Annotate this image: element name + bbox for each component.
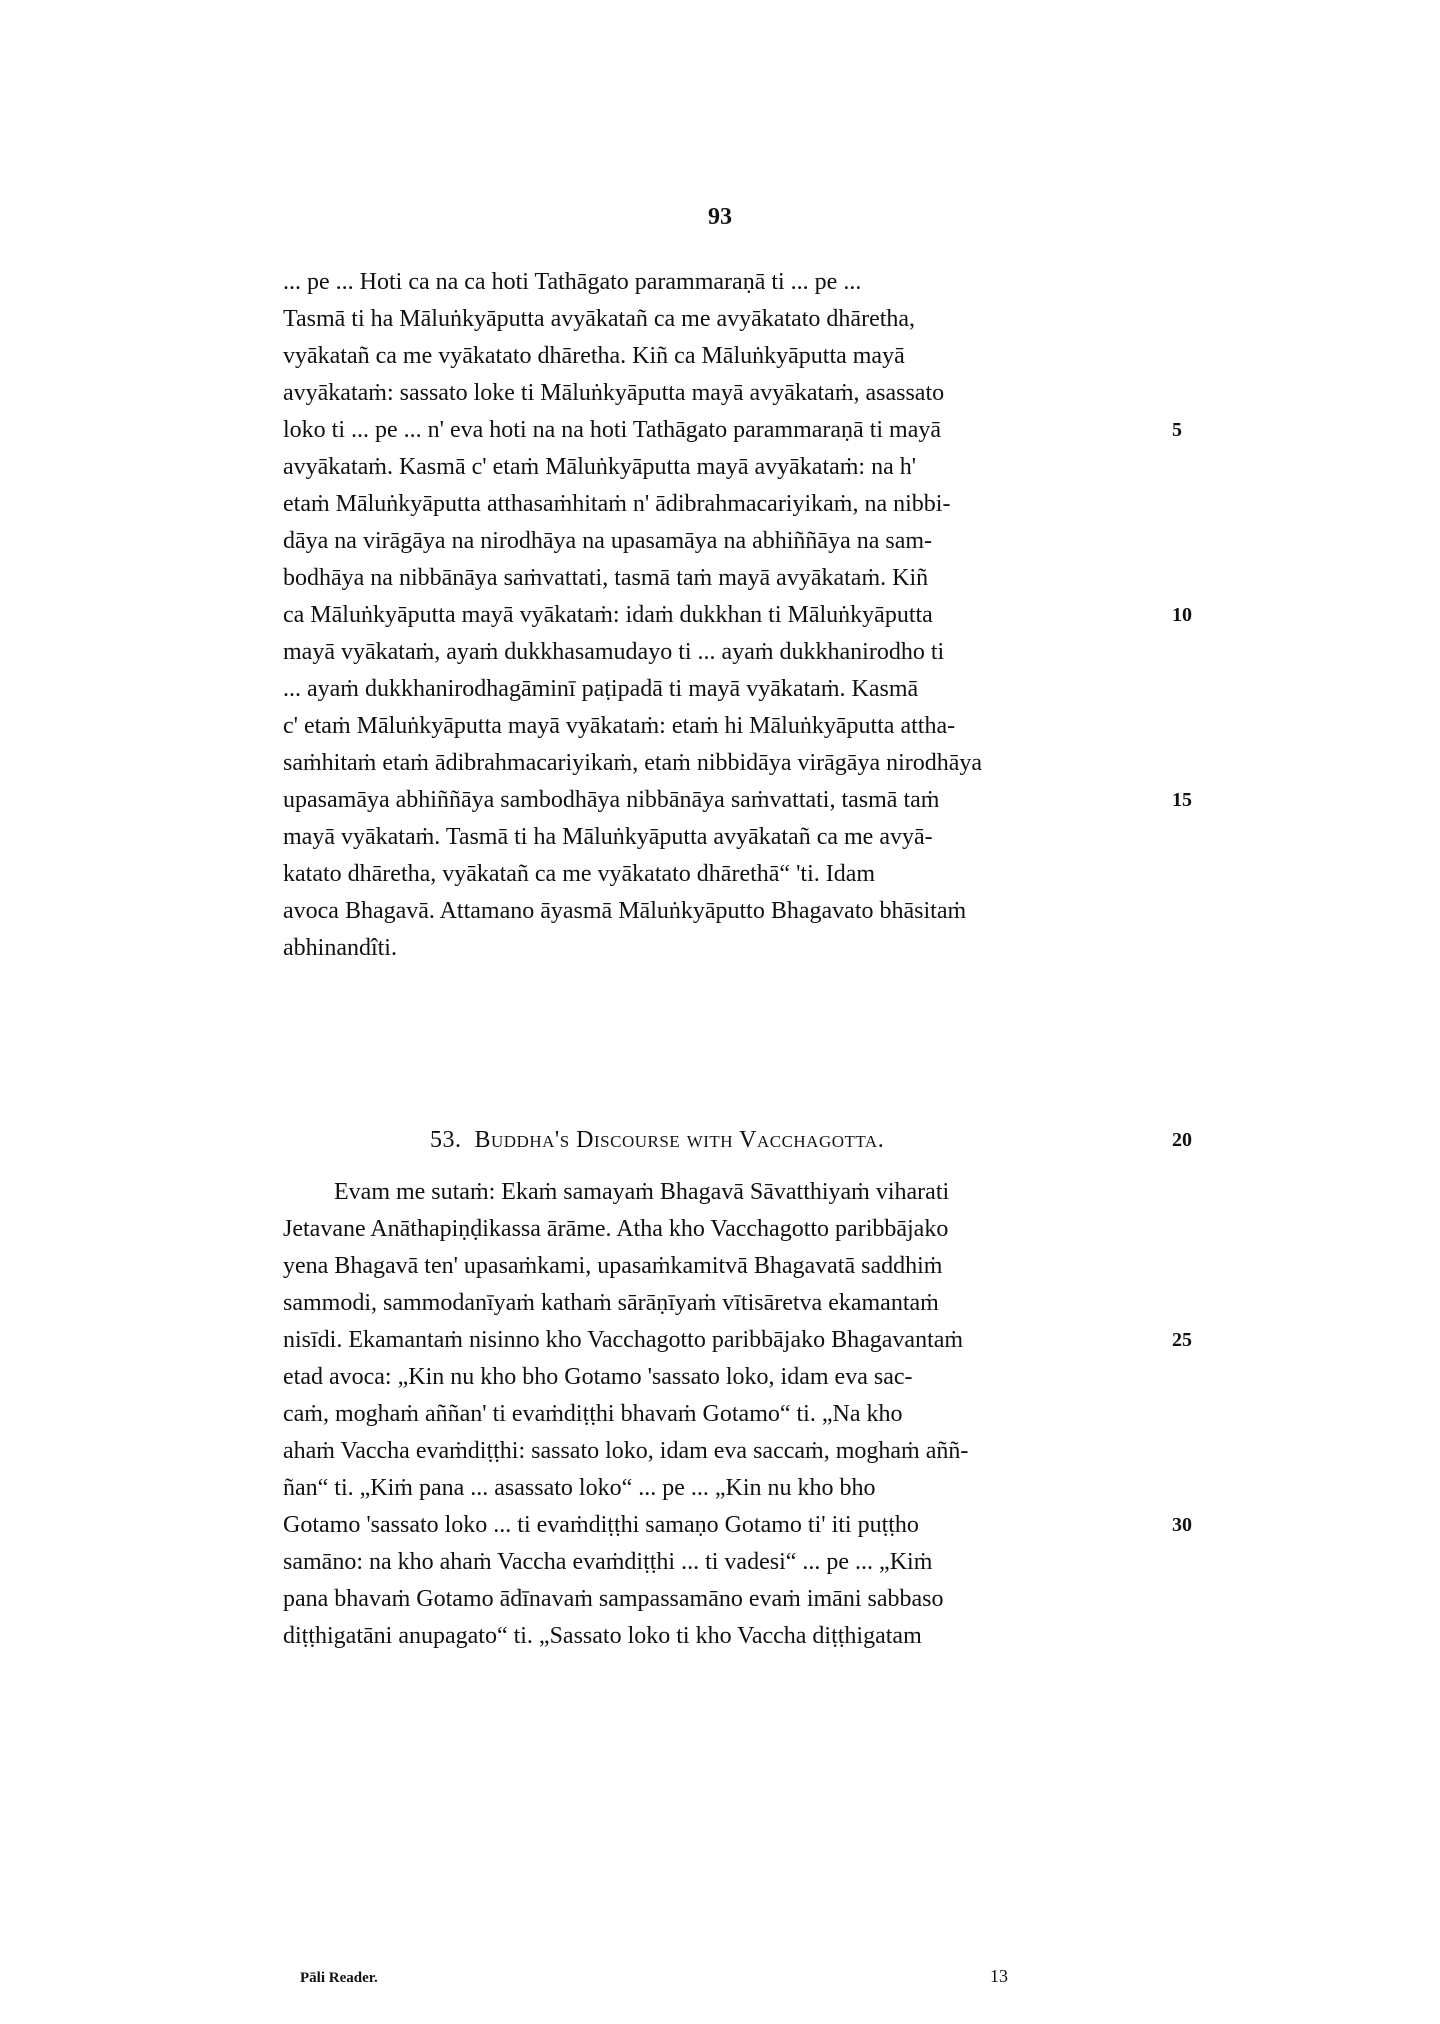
text-line: caṁ, moghaṁ aññan' ti evaṁdiṭṭhi bhavaṁ Gotamo“ ti. „Na kho: [283, 1401, 903, 1427]
text-line: Evam me sutaṁ: Ekaṁ samayaṁ Bhagavā Sāvatthiyaṁ viharati: [334, 1179, 950, 1205]
text-line: pana bhavaṁ Gotamo ādīnavaṁ sampassamāno evaṁ imāni sabbaso: [283, 1586, 944, 1612]
text-line: nisīdi. Ekamantaṁ nisinno kho Vacchagotto paribbājako Bhagavantaṁ: [283, 1327, 964, 1353]
text-line: avyākataṁ: sassato loke ti Māluṅkyāputta mayā avyākataṁ, asassato: [283, 380, 945, 406]
line-number: 5: [1172, 419, 1182, 441]
text-line: avoca Bhagavā. Attamano āyasmā Māluṅkyāputto Bhagavato bhāsitaṁ: [283, 898, 967, 924]
text-line: saṁhitaṁ etaṁ ādibrahmacariyikaṁ, etaṁ nibbidāya virāgāya nirodhāya: [283, 750, 983, 776]
text-line: katato dhāretha, vyākatañ ca me vyākatato dhārethā“ 'ti. Idam: [283, 861, 876, 887]
text-line: ñan“ ti. „Kiṁ pana ... asassato loko“ ... pe ... „Kin nu kho bho: [283, 1475, 876, 1501]
text-line: mayā vyākataṁ. Tasmā ti ha Māluṅkyāputta avyākatañ ca me avyā-: [283, 824, 933, 850]
line-number: 30: [1172, 1514, 1192, 1536]
text-line: upasamāya abhiññāya sambodhāya nibbānāya saṁvattati, tasmā taṁ: [283, 787, 940, 813]
text-line: c' etaṁ Māluṅkyāputta mayā vyākataṁ: etaṁ hi Māluṅkyāputta attha-: [283, 713, 956, 739]
line-number: 10: [1172, 604, 1192, 626]
text-line: ... pe ... Hoti ca na ca hoti Tathāgato parammaraṇā ti ... pe ...: [283, 269, 862, 295]
text-line: diṭṭhigatāni anupagato“ ti. „Sassato loko ti kho Vaccha diṭṭhigatam: [283, 1623, 922, 1649]
text-line: samāno: na kho ahaṁ Vaccha evaṁdiṭṭhi ... ti vadesi“ ... pe ... „Kiṁ: [283, 1549, 933, 1575]
line-number: 15: [1172, 789, 1192, 811]
text-line: ahaṁ Vaccha evaṁdiṭṭhi: sassato loko, idam eva saccaṁ, moghaṁ aññ-: [283, 1438, 969, 1464]
text-line: vyākatañ ca me vyākatato dhāretha. Kiñ ca Māluṅkyāputta mayā: [283, 343, 905, 369]
text-line: Tasmā ti ha Māluṅkyāputta avyākatañ ca me avyākatato dhāretha,: [283, 306, 916, 332]
footer-signature-mark: 13: [990, 1966, 1008, 1986]
line-number: 20: [1172, 1129, 1192, 1151]
text-line: ... ayaṁ dukkhanirodhagāminī paṭipadā ti mayā vyākataṁ. Kasmā: [283, 676, 919, 702]
text-line: Gotamo 'sassato loko ... ti evaṁdiṭṭhi samaṇo Gotamo ti' iti puṭṭho: [283, 1512, 919, 1538]
text-line: abhinandîti.: [283, 935, 397, 961]
text-line: loko ti ... pe ... n' eva hoti na na hoti Tathāgato parammaraṇā ti mayā: [283, 417, 941, 443]
text-line: yena Bhagavā ten' upasaṁkami, upasaṁkamitvā Bhagavatā saddhiṁ: [283, 1253, 943, 1279]
text-line: ca Māluṅkyāputta mayā vyākataṁ: idaṁ dukkhan ti Māluṅkyāputta: [283, 602, 933, 628]
line-number: 25: [1172, 1329, 1192, 1351]
text-line: mayā vyākataṁ, ayaṁ dukkhasamudayo ti ... ayaṁ dukkhanirodho ti: [283, 639, 945, 665]
section-number: 53.: [430, 1127, 462, 1153]
text-line: Jetavane Anāthapiṇḍikassa ārāme. Atha kho Vacchagotto paribbājako: [283, 1216, 949, 1242]
text-line: avyākataṁ. Kasmā c' etaṁ Māluṅkyāputta mayā avyākataṁ: na h': [283, 454, 917, 480]
text-line: etad avoca: „Kin nu kho bho Gotamo 'sassato loko, idam eva sac-: [283, 1364, 913, 1390]
section-heading: [430, 1120, 884, 1160]
text-line: dāya na virāgāya na nirodhāya na upasamāya na abhiññāya na sam-: [283, 528, 933, 554]
footer-book-title: Pāli Reader.: [300, 1970, 378, 1986]
text-line: sammodi, sammodanīyaṁ kathaṁ sārāṇīyaṁ vītisāretva ekamantaṁ: [283, 1290, 939, 1316]
text-line: bodhāya na nibbānāya saṁvattati, tasmā taṁ mayā avyākataṁ. Kiñ: [283, 565, 929, 591]
text-line: etaṁ Māluṅkyāputta atthasaṁhitaṁ n' ādibrahmacariyikaṁ, na nibbi-: [283, 491, 951, 517]
section-title: Buddha's Discourse with Vacchagotta.: [474, 1127, 885, 1153]
page-number: 93: [708, 204, 732, 230]
